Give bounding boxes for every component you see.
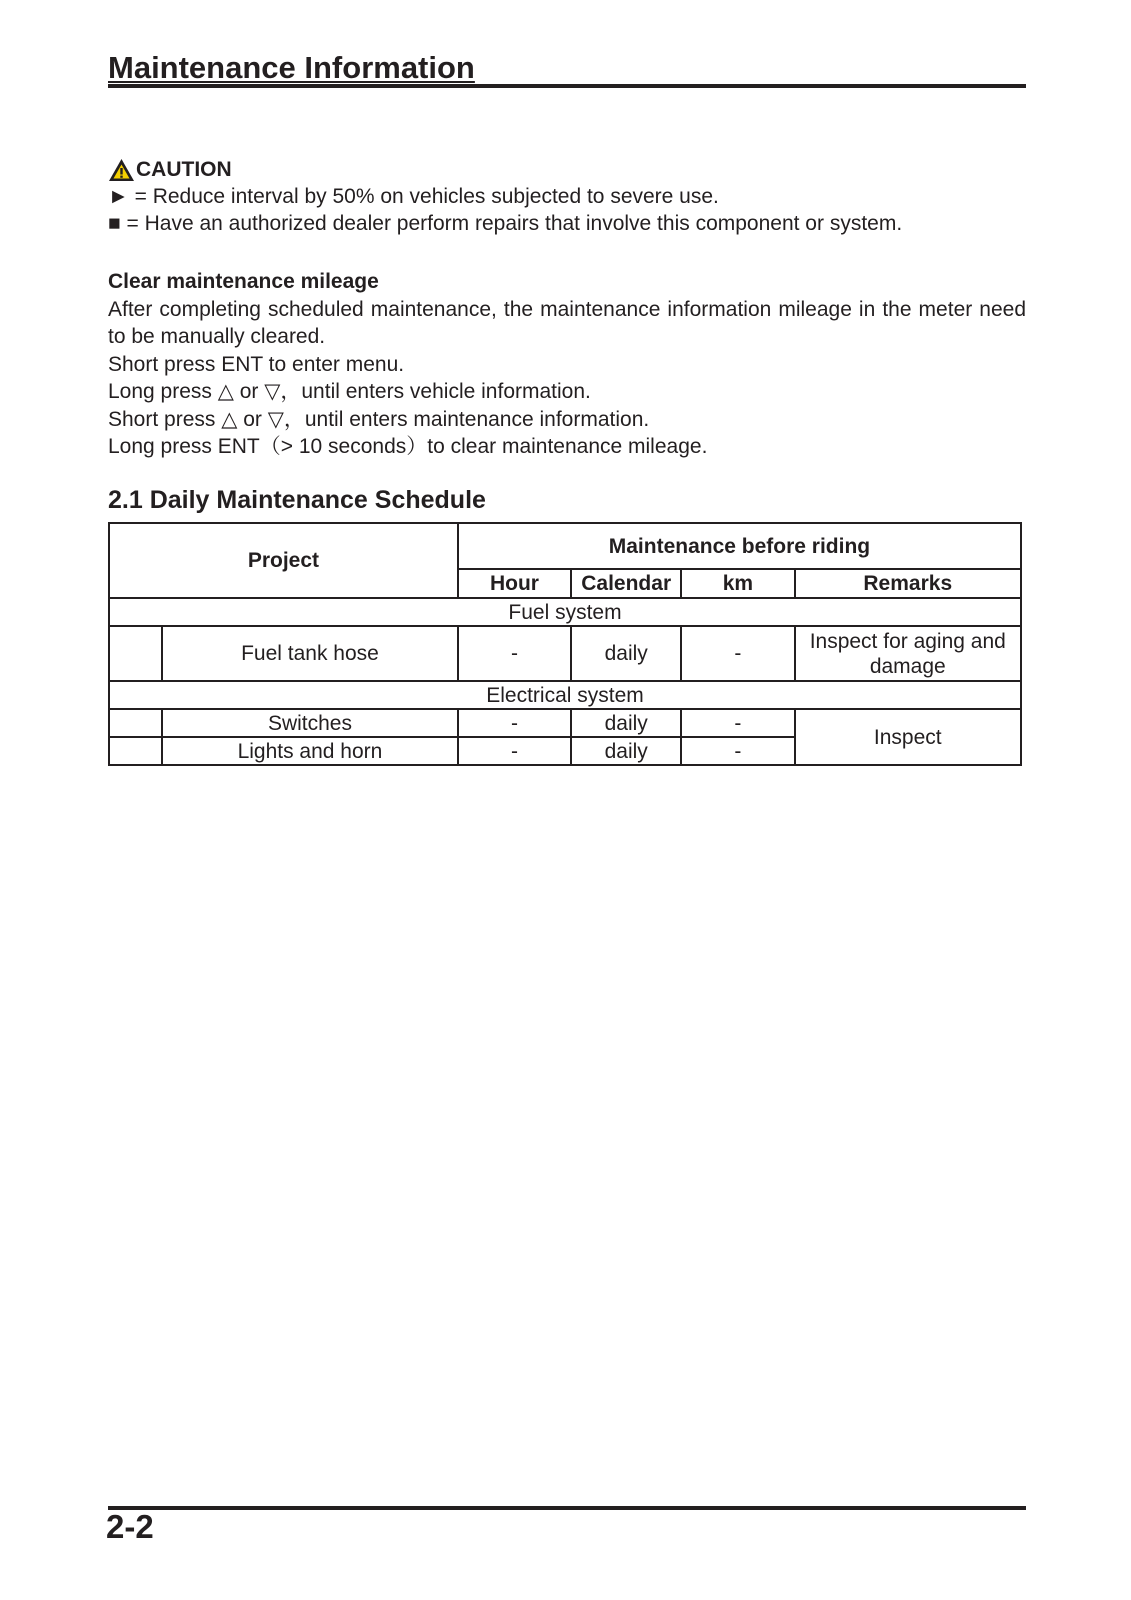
group-row: [109, 681, 1021, 709]
clear-mileage-heading: Clear maintenance mileage: [108, 270, 379, 293]
clear-mileage-section: [108, 268, 1026, 461]
hour-header: Hour: [458, 569, 571, 598]
clear-mileage-step: Short press △ or ▽，until enters maintenance information.: [108, 407, 650, 431]
table-row: [109, 709, 1021, 737]
hour-cell: -: [458, 626, 571, 681]
page-number: 2-2: [106, 1508, 154, 1545]
km-cell: -: [681, 737, 794, 765]
warning-triangle-icon: [108, 158, 135, 182]
page-header: [108, 48, 1026, 88]
table-row: [109, 626, 1021, 681]
caution-line-severe-use: ► = Reduce interval by 50% on vehicles subjected to severe use.: [108, 185, 719, 208]
project-header: Project: [109, 523, 458, 598]
section-title: 2.1 Daily Maintenance Schedule: [108, 486, 486, 514]
maintenance-before-riding-header: Maintenance before riding: [458, 523, 1021, 569]
hour-cell: -: [458, 737, 571, 765]
clear-mileage-step: Long press △ or ▽，until enters vehicle information.: [108, 380, 591, 403]
calendar-cell: daily: [571, 737, 681, 765]
calendar-header: Calendar: [571, 569, 681, 598]
remarks-header: Remarks: [795, 569, 1021, 598]
group-fuel-system: Fuel system: [109, 598, 1021, 626]
calendar-cell: daily: [571, 709, 681, 737]
daily-maintenance-table: [108, 522, 1022, 766]
clear-mileage-intro: After completing scheduled maintenance, the maintenance information mileage in the meter need to be manually cleared.: [108, 297, 1026, 348]
group-row: [109, 598, 1021, 626]
caution-title: CAUTION: [136, 158, 232, 181]
group-electrical-system: Electrical system: [109, 681, 1021, 709]
page-title: Maintenance Information: [108, 50, 475, 85]
indent-cell: [109, 709, 162, 737]
remarks-cell: Inspect for aging and damage: [795, 626, 1021, 681]
item-cell: Switches: [162, 709, 458, 737]
caution-block: [108, 156, 1026, 237]
indent-cell: [109, 626, 162, 681]
item-cell: Lights and horn: [162, 737, 458, 765]
clear-mileage-step: Long press ENT（> 10 seconds）to clear maintenance mileage.: [108, 435, 708, 458]
km-header: km: [681, 569, 794, 598]
caution-line-dealer-repair: ■ = Have an authorized dealer perform repairs that involve this component or system.: [108, 212, 903, 235]
hour-cell: -: [458, 709, 571, 737]
km-cell: -: [681, 709, 794, 737]
footer-rule: [108, 1506, 1026, 1510]
remarks-cell: Inspect: [795, 709, 1021, 765]
caution-heading: [108, 156, 1026, 183]
clear-mileage-step: Short press ENT to enter menu.: [108, 352, 405, 376]
item-cell: Fuel tank hose: [162, 626, 458, 681]
indent-cell: [109, 737, 162, 765]
calendar-cell: daily: [571, 626, 681, 681]
km-cell: -: [681, 626, 794, 681]
